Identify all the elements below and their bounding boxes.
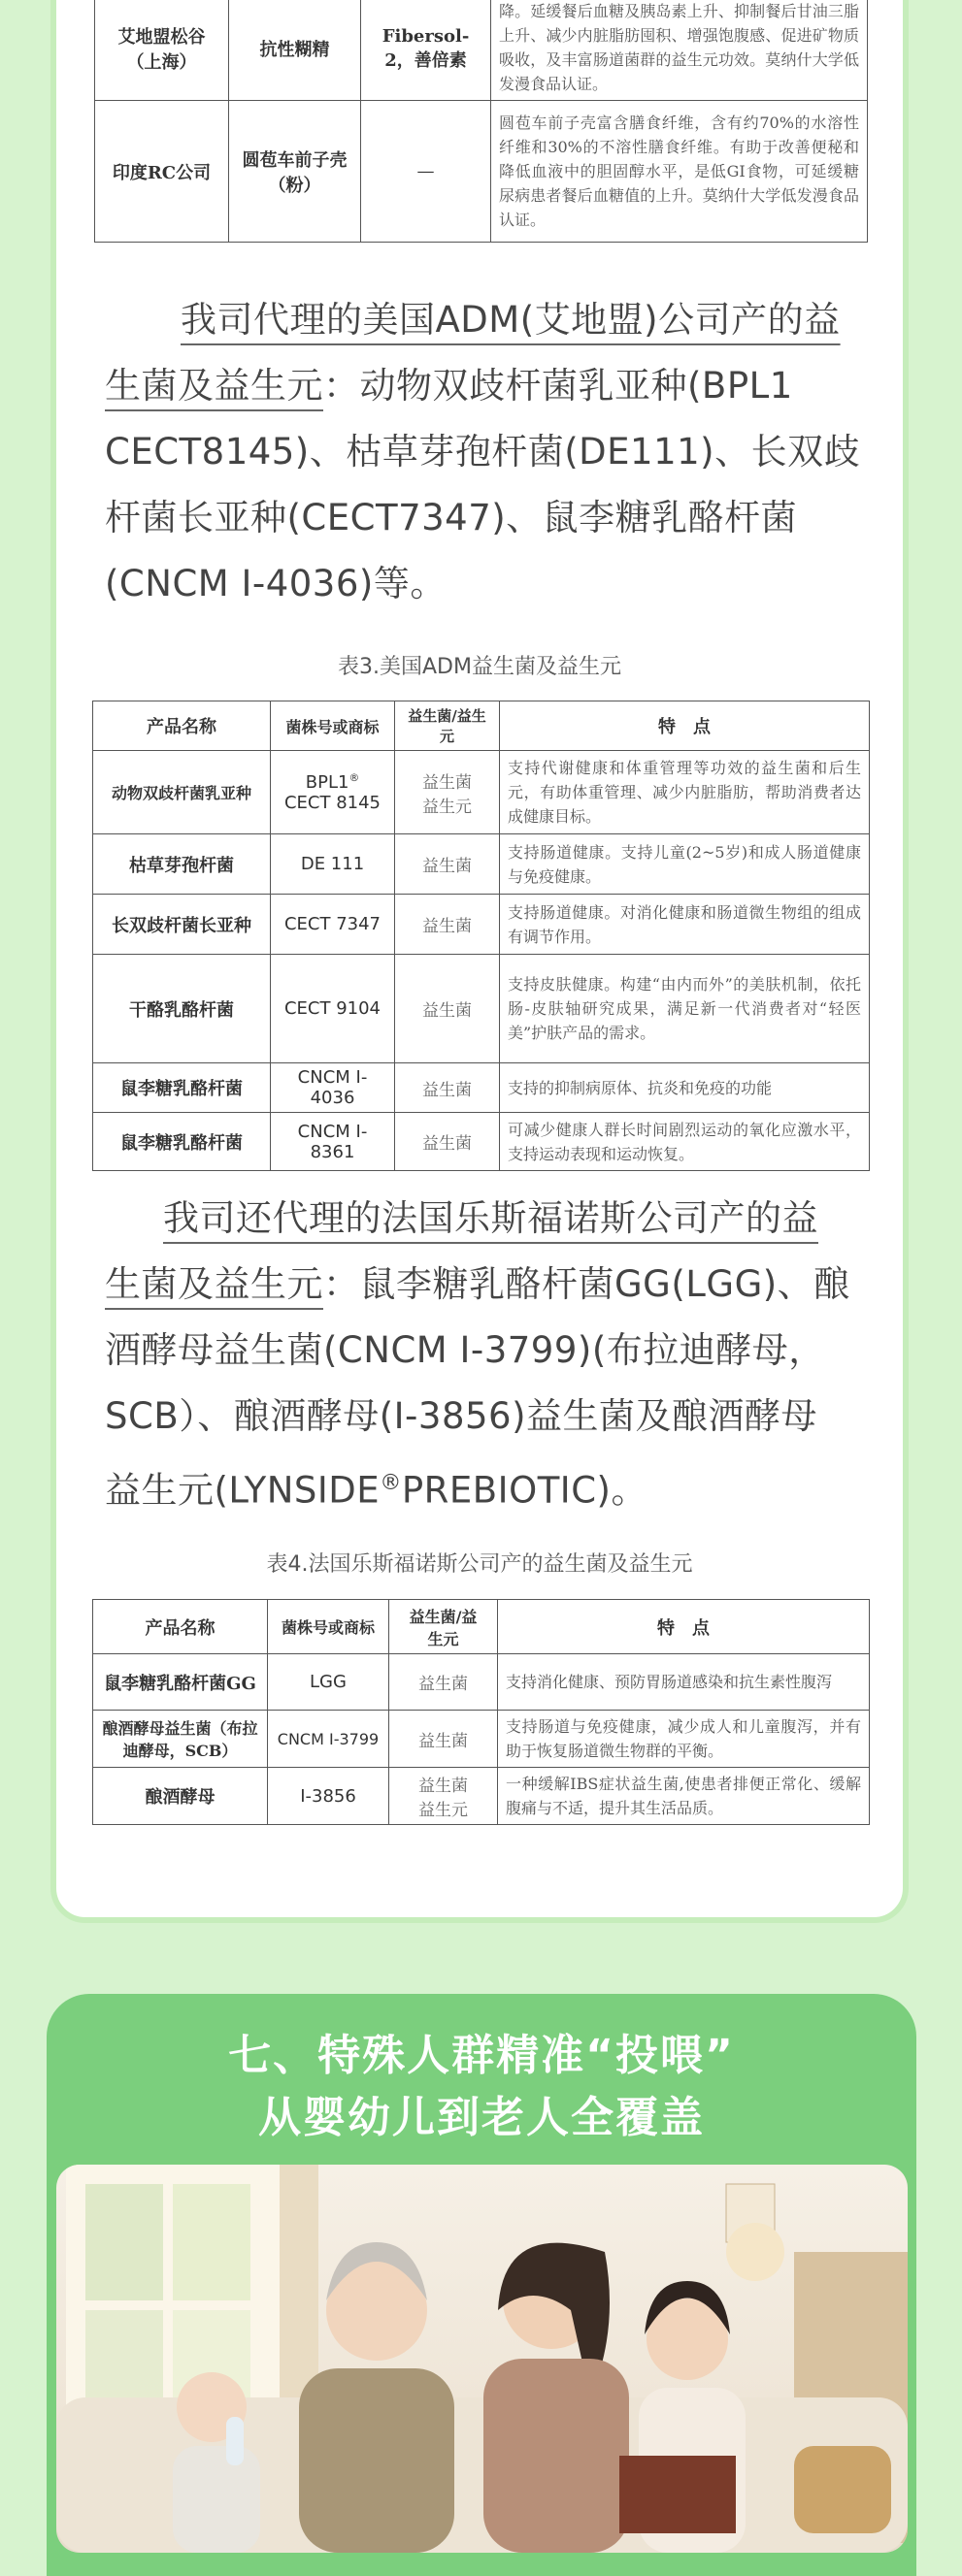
table-cell-company: 艾地盟松谷（上海） xyxy=(95,0,229,101)
family-photo-illustration xyxy=(56,2165,908,2553)
table-cell-type: 益生菌 xyxy=(395,955,500,1063)
table-cell-code: CNCM I-8361 xyxy=(271,1113,395,1171)
table-cell-company: 印度RC公司 xyxy=(95,101,229,243)
paragraph-line: PREBIOTIC)。 xyxy=(401,1469,647,1512)
table-header-row xyxy=(93,701,870,751)
table-row xyxy=(93,751,870,834)
table-row xyxy=(93,895,870,955)
column-header: 益生菌/益生元 xyxy=(389,1600,498,1654)
type-text: 益生元 xyxy=(422,797,472,817)
table-cell-name: 鼠李糖乳酪杆菌GG xyxy=(93,1654,268,1711)
table-cell-type: 益生菌 xyxy=(389,1711,498,1768)
table-row xyxy=(93,834,870,895)
paragraph-line: ：鼠李糖乳酪杆菌GG(LGG)、酿 xyxy=(323,1263,850,1305)
paragraph-line: 益生元(LYNSIDE xyxy=(105,1469,381,1512)
table-row xyxy=(95,0,868,101)
family-photo xyxy=(56,2165,908,2553)
table-4 xyxy=(92,1599,870,1825)
table-cell-feature: 支持肠道与免疫健康，减少成人和儿童腹泻，并有助于恢复肠道微生物群的平衡。 xyxy=(498,1711,870,1768)
table-cell-type xyxy=(395,751,500,834)
table-cell-type: 益生菌 xyxy=(395,1063,500,1113)
table-row xyxy=(93,1063,870,1113)
section-title-line2: 从婴幼儿到老人全覆盖 xyxy=(258,2093,705,2142)
table-cell-feature: 支持肠道健康。支持儿童(2~5岁)和成人肠道健康与免疫健康。 xyxy=(500,834,870,895)
column-header: 特 点 xyxy=(500,701,870,751)
table-row xyxy=(93,1113,870,1171)
paragraph-line: 生菌及益生元 xyxy=(105,365,323,407)
table-cell-feature: 支持消化健康、预防胃肠道感染和抗生素性腹泻 xyxy=(498,1654,870,1711)
table-row xyxy=(93,1768,870,1825)
table-row xyxy=(93,1711,870,1768)
table-cell-feature: 支持皮肤健康。构建“由内而外”的美肤机制，依托肠-皮肤轴研究成果，满足新一代消费者对“轻医美”护肤产品的需求。 xyxy=(500,955,870,1063)
type-text: 益生菌 xyxy=(418,1777,468,1796)
code-text: CECT 8145 xyxy=(283,793,381,813)
table-header-row xyxy=(93,1600,870,1654)
paragraph-line: CECT8145)、枯草芽孢杆菌(DE111)、长双歧 xyxy=(105,431,861,473)
table-cell-name: 干酪乳酪杆菌 xyxy=(93,955,271,1063)
table-cell-brand: Fibersol-2，善倍素 xyxy=(361,0,491,101)
type-text: 益生元 xyxy=(418,1801,468,1820)
table-row xyxy=(93,955,870,1063)
table-cell-name: 鼠李糖乳酪杆菌 xyxy=(93,1063,271,1113)
table-cell-code xyxy=(271,751,395,834)
table-cell-code: CNCM I-3799 xyxy=(268,1711,389,1768)
table-cell-feature: 支持的抑制病原体、抗炎和免疫的功能 xyxy=(500,1063,870,1113)
table-2-continuation xyxy=(94,0,868,243)
table-row xyxy=(93,1654,870,1711)
paragraph-line: 酒酵母益生菌(CNCM I-3799)(布拉迪酵母， xyxy=(105,1329,825,1371)
paragraph-line: 杆菌长亚种(CECT7347)、鼠李糖乳酪杆菌 xyxy=(105,497,798,538)
table-cell-code: I-3856 xyxy=(268,1768,389,1825)
table-cell-name: 酿酒酵母益生菌（布拉迪酵母，SCB） xyxy=(93,1711,268,1768)
table-cell-name: 酿酒酵母 xyxy=(93,1768,268,1825)
table-cell-code: DE 111 xyxy=(271,834,395,895)
column-header: 益生菌/益生元 xyxy=(395,701,500,751)
paragraph-line: SCB）、酿酒酵母(I-3856)益生菌及酿酒酵母 xyxy=(105,1395,817,1437)
table-cell-feature: 降。延缓餐后血糖及胰岛素上升、抑制餐后甘油三脂上升、减少内脏脂肪囤积、增强饱腹感、促进矿物质吸收，及丰富肠道菌群的益生元功效。莫纳什大学低发漫食品认证。 xyxy=(491,0,868,101)
table-cell-feature: 可减少健康人群长时间剧烈运动的氧化应激水平，支持运动表现和运动恢复。 xyxy=(500,1113,870,1171)
type-text: 益生菌 xyxy=(422,772,472,793)
table-cell-code: LGG xyxy=(268,1654,389,1711)
table-4-caption: 表4.法国乐斯福诺斯公司产的益生菌及益生元 xyxy=(266,1552,693,1577)
paragraph-line: 生菌及益生元 xyxy=(105,1263,323,1305)
paragraph-line: ：动物双歧杆菌乳亚种(BPL1 xyxy=(323,365,793,407)
column-header: 产品名称 xyxy=(93,1600,268,1654)
paragraph-lesaffre xyxy=(105,1186,862,1523)
table-cell-feature: 一种缓解IBS症状益生菌,使患者排便正常化、缓解腹痛与不适，提升其生活品质。 xyxy=(498,1768,870,1825)
paragraph-line: 我司代理的美国ADM(艾地盟)公司产的益 xyxy=(181,299,841,341)
table-cell-type: 益生菌 xyxy=(389,1654,498,1711)
code-text: BPL1 xyxy=(305,772,349,793)
column-header: 特 点 xyxy=(498,1600,870,1654)
registered-mark: ® xyxy=(380,1470,402,1495)
table-cell-feature: 支持肠道健康。对消化健康和肠道微生物组的组成有调节作用。 xyxy=(500,895,870,955)
table-cell-type: 益生菌 xyxy=(395,834,500,895)
table-cell-code: CECT 7347 xyxy=(271,895,395,955)
table-cell-name: 动物双歧杆菌乳亚种 xyxy=(93,751,271,834)
paragraph-line: 我司还代理的法国乐斯福诺斯公司产的益 xyxy=(163,1197,818,1239)
table-3 xyxy=(92,701,870,1171)
column-header: 菌株号或商标 xyxy=(268,1600,389,1654)
table-row xyxy=(95,101,868,243)
table-cell-brand: — xyxy=(361,101,491,243)
table-cell-product: 抗性糊精 xyxy=(229,0,361,101)
table-cell-code: CECT 9104 xyxy=(271,955,395,1063)
section-title-line1: 七、特殊人群精准“投喂” xyxy=(228,2031,735,2080)
table-cell-product: 圆苞车前子壳（粉） xyxy=(229,101,361,243)
table-cell-feature: 支持代谢健康和体重管理等功效的益生菌和后生元，有助体重管理、减少内脏脂肪，帮助消费者达成健康目标。 xyxy=(500,751,870,834)
paragraph-line: (CNCM I-4036)等。 xyxy=(105,563,447,604)
paragraph-adm xyxy=(105,287,862,617)
table-cell-name: 枯草芽孢杆菌 xyxy=(93,834,271,895)
table-cell-code: CNCM I-4036 xyxy=(271,1063,395,1113)
table-3-caption: 表3.美国ADM益生菌及益生元 xyxy=(338,655,621,679)
table-cell-name: 长双歧杆菌长亚种 xyxy=(93,895,271,955)
table-cell-type: 益生菌 xyxy=(395,1113,500,1171)
table-cell-type: 益生菌 xyxy=(395,895,500,955)
table-cell-feature: 圆苞车前子壳富含膳食纤维，含有约70%的水溶性纤维和30%的不溶性膳食纤维。有助于改善便秘和降低血液中的胆固醇水平，是低GI食物，可延缓糖尿病患者餐后血糖值的上升。莫纳什大学低发漫食品认证。 xyxy=(491,101,868,243)
column-header: 产品名称 xyxy=(93,701,271,751)
table-cell-name: 鼠李糖乳酪杆菌 xyxy=(93,1113,271,1171)
column-header: 菌株号或商标 xyxy=(271,701,395,751)
table-cell-type xyxy=(389,1768,498,1825)
registered-mark: ® xyxy=(348,771,360,784)
